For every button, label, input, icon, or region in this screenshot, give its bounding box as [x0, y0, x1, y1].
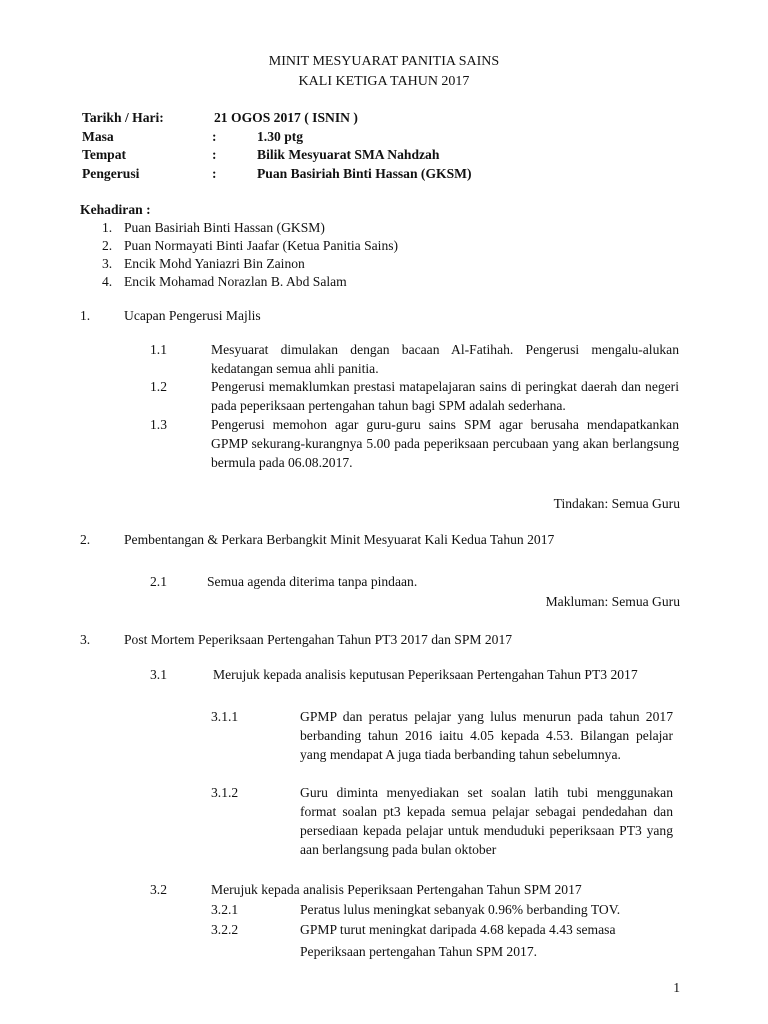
attendance-num: 1. — [102, 220, 113, 235]
meta-label-chair: Pengerusi — [82, 166, 140, 181]
item-text: Mesyuarat dimulakan dengan bacaan Al-Fatihah. Pengerusi mengalu-alukan kedatangan semua ahli panitia. — [211, 342, 679, 376]
item-text: Pengerusi memaklumkan prestasi matapelajaran sains di peringkat daerah dan negeri pada peperiksaan pertengahan tahun bagi SPM adalah sederhana. — [211, 379, 679, 413]
information-note: Makluman: Semua Guru — [545, 594, 680, 609]
attendance-num: 4. — [102, 274, 113, 289]
item-number: 2.1 — [150, 574, 167, 589]
meta-label-time: Masa — [82, 129, 114, 144]
subsection-text: Merujuk kepada analisis Peperiksaan Pertengahan Tahun SPM 2017 — [211, 882, 582, 897]
meta-value-date: 21 OGOS 2017 ( ISNIN ) — [214, 110, 358, 125]
section-number: 1. — [80, 308, 91, 323]
item-text: GPMP dan peratus pelajar yang lulus menurun pada tahun 2017 berbanding tahun 2016 iaitu 4.05 kepada 4.53. Bilangan pelajar yang mendapat A juga tiada berbanding tahun sebelumnya. — [300, 709, 673, 762]
meta-value-place: Bilik Mesyuarat SMA Nahdzah — [257, 147, 440, 162]
item-number: 3.2.2 — [211, 922, 239, 937]
item-number: 3.2.1 — [211, 902, 239, 917]
item-text-line: Peperiksaan pertengahan Tahun SPM 2017. — [300, 944, 538, 959]
attendance-heading: Kehadiran : — [80, 202, 151, 217]
attendance-num: 3. — [102, 256, 113, 271]
action-note: Tindakan: Semua Guru — [553, 496, 680, 511]
meta-label-place: Tempat — [82, 147, 127, 162]
attendance-name: Puan Normayati Binti Jaafar (Ketua Panitia Sains) — [124, 238, 399, 253]
item-number: 3.1.2 — [211, 785, 239, 800]
subsection-number: 3.1 — [150, 667, 167, 682]
item-number: 3.1.1 — [211, 709, 239, 724]
subsection-number: 3.2 — [150, 882, 167, 897]
item-text: Semua agenda diterima tanpa pindaan. — [207, 574, 418, 589]
document-title-line-2: KALI KETIGA TAHUN 2017 — [298, 74, 470, 89]
attendance-name: Encik Mohamad Norazlan B. Abd Salam — [124, 274, 347, 289]
attendance-name: Encik Mohd Yaniazri Bin Zainon — [124, 256, 305, 271]
section-number: 2. — [80, 532, 91, 547]
item-number: 1.2 — [150, 379, 167, 394]
meta-value-time: 1.30 ptg — [257, 129, 304, 144]
document-title-line-1: MINIT MESYUARAT PANITIA SAINS — [268, 54, 500, 69]
section-number: 3. — [80, 632, 91, 647]
section-title: Ucapan Pengerusi Majlis — [124, 308, 261, 323]
meta-value-chair: Puan Basiriah Binti Hassan (GKSM) — [257, 166, 472, 181]
page-number: 1 — [673, 980, 680, 995]
meta-sep-chair: : — [212, 166, 217, 181]
item-number: 1.3 — [150, 417, 167, 432]
item-number: 1.1 — [150, 342, 167, 357]
item-text-line: GPMP turut meningkat daripada 4.68 kepada 4.43 semasa — [300, 922, 616, 937]
section-title: Pembentangan & Perkara Berbangkit Minit Mesyuarat Kali Kedua Tahun 2017 — [124, 532, 555, 547]
subsection-text: Merujuk kepada analisis keputusan Peperiksaan Pertengahan Tahun PT3 2017 — [213, 667, 638, 682]
attendance-name: Puan Basiriah Binti Hassan (GKSM) — [124, 220, 325, 235]
meta-sep-place: : — [212, 147, 217, 162]
item-text: Pengerusi memohon agar guru-guru sains SPM agar berusaha mendapatkankan GPMP sekurang-kurangnya 5.00 pada peperiksaan percubaan yang akan berlangsung bermula pada 06.08.2017. — [211, 417, 679, 470]
item-text: Peratus lulus meningkat sebanyak 0.96% berbanding TOV. — [300, 902, 621, 917]
item-text: Guru diminta menyediakan set soalan latih tubi menggunakan format soalan pt3 kepada semua pelajar sebagai pendedahan dan persediaan kepada pelajar untuk menduduki peperiksaan PT3 yang aan berlangsung pada bulan oktober — [300, 785, 673, 857]
meta-label-date: Tarikh / Hari: — [82, 110, 164, 125]
meta-sep-time: : — [212, 129, 217, 144]
attendance-num: 2. — [102, 238, 113, 253]
section-title: Post Mortem Peperiksaan Pertengahan Tahun PT3 2017 dan SPM 2017 — [124, 632, 513, 647]
